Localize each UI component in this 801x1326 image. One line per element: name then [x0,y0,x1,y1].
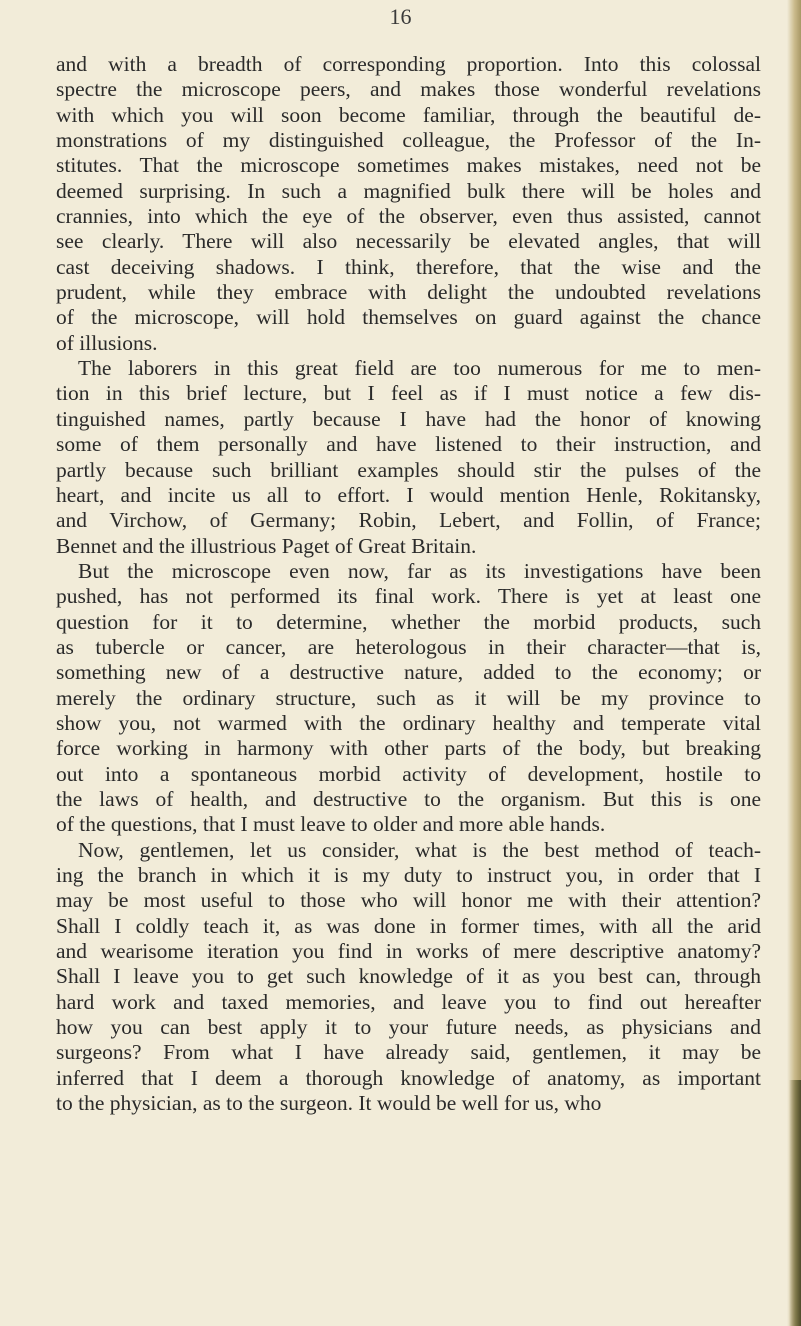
text-line: of illusions. [56,330,158,355]
paragraph [56,559,761,838]
text-line: and wearisome iteration you find in works of mere descriptive anatomy? [56,939,761,964]
text-line: inferred that I deem a thorough knowledge of anatomy, as important [56,1065,761,1090]
text-line: with which you will soon become familiar, through the beautiful de- [56,102,761,127]
text-line: crannies, into which the eye of the observer, even thus assisted, cannot [56,204,761,229]
text-line: stitutes. That the microscope sometimes makes mistakes, need not be [56,153,761,178]
text-line: Shall I leave you to get such knowledge of it as you best can, through [56,964,761,989]
text-line: show you, not warmed with the ordinary healthy and temperate vital [56,710,761,735]
text-line: prudent, while they embrace with delight the undoubted revelations [56,280,761,305]
text-line: hard work and taxed memories, and leave you to find out hereafter [56,989,761,1014]
paragraph [56,52,761,356]
text-line: out into a spontaneous morbid activity of development, hostile to [56,761,761,786]
text-line: and with a breadth of corresponding proportion. Into this colossal [56,52,761,76]
text-line: monstrations of my distinguished colleague, the Professor of the In- [56,128,761,153]
text-line: of the microscope, will hold themselves on guard against the chance [56,305,761,330]
text-line: tinguished names, partly because I have had the honor of knowing [56,406,761,431]
text-line: pushed, has not performed its final work. There is yet at least one [56,584,761,609]
paragraph [56,838,761,1117]
text-line: heart, and incite us all to effort. I would mention Henle, Rokitansky, [56,482,761,507]
text-line: But the microscope even now, far as its investigations have been [78,558,761,583]
text-line: and Virchow, of Germany; Robin, Lebert, and Follin, of France; [56,508,761,533]
text-line: may be most useful to those who will honor me with their attention? [56,888,761,913]
text-line: some of them personally and have listened to their instruction, and [56,432,761,457]
text-line: Shall I coldly teach it, as was done in former times, with all the arid [56,913,761,938]
text-line: the laws of health, and destructive to the organism. But this is one [56,786,761,811]
text-line: spectre the microscope peers, and makes those wonderful revelations [56,77,761,102]
text-line: Bennet and the illustrious Paget of Great Britain. [56,533,477,558]
text-line: tion in this brief lecture, but I feel as if I must notice a few dis- [56,381,761,406]
body-text [56,52,761,1116]
text-line: partly because such brilliant examples should stir the pulses of the [56,457,761,482]
text-line: merely the ordinary structure, such as it will be my province to [56,685,761,710]
text-line: something new of a destructive nature, added to the economy; or [56,660,761,685]
text-line: how you can best apply it to your future needs, as physicians and [56,1015,761,1040]
text-line: to the physician, as to the surgeon. It would be well for us, who [56,1091,602,1116]
text-line: Now, gentlemen, let us consider, what is the best method of teach- [78,837,761,862]
text-line: as tubercle or cancer, are heterologous in their character—that is, [56,634,761,659]
text-line: cast deceiving shadows. I think, therefore, that the wise and the [56,254,761,279]
text-line: see clearly. There will also necessarily be elevated angles, that will [56,229,761,254]
page-number: 16 [389,4,412,29]
text-line: question for it to determine, whether the morbid products, such [56,609,761,634]
text-line: of the questions, that I must leave to older and more able hands. [56,812,606,837]
text-line: surgeons? From what I have already said, gentlemen, it may be [56,1040,761,1065]
page-edge-dark-strip [789,1080,801,1326]
text-line: force working in harmony with other parts of the body, but breaking [56,736,761,761]
text-line: ing the branch in which it is my duty to instruct you, in order that I [56,863,761,887]
text-line: deemed surprising. In such a magnified bulk there will be holes and [56,178,761,203]
text-line: The laborers in this great field are too numerous for me to men- [78,356,761,381]
paragraph [56,356,761,559]
